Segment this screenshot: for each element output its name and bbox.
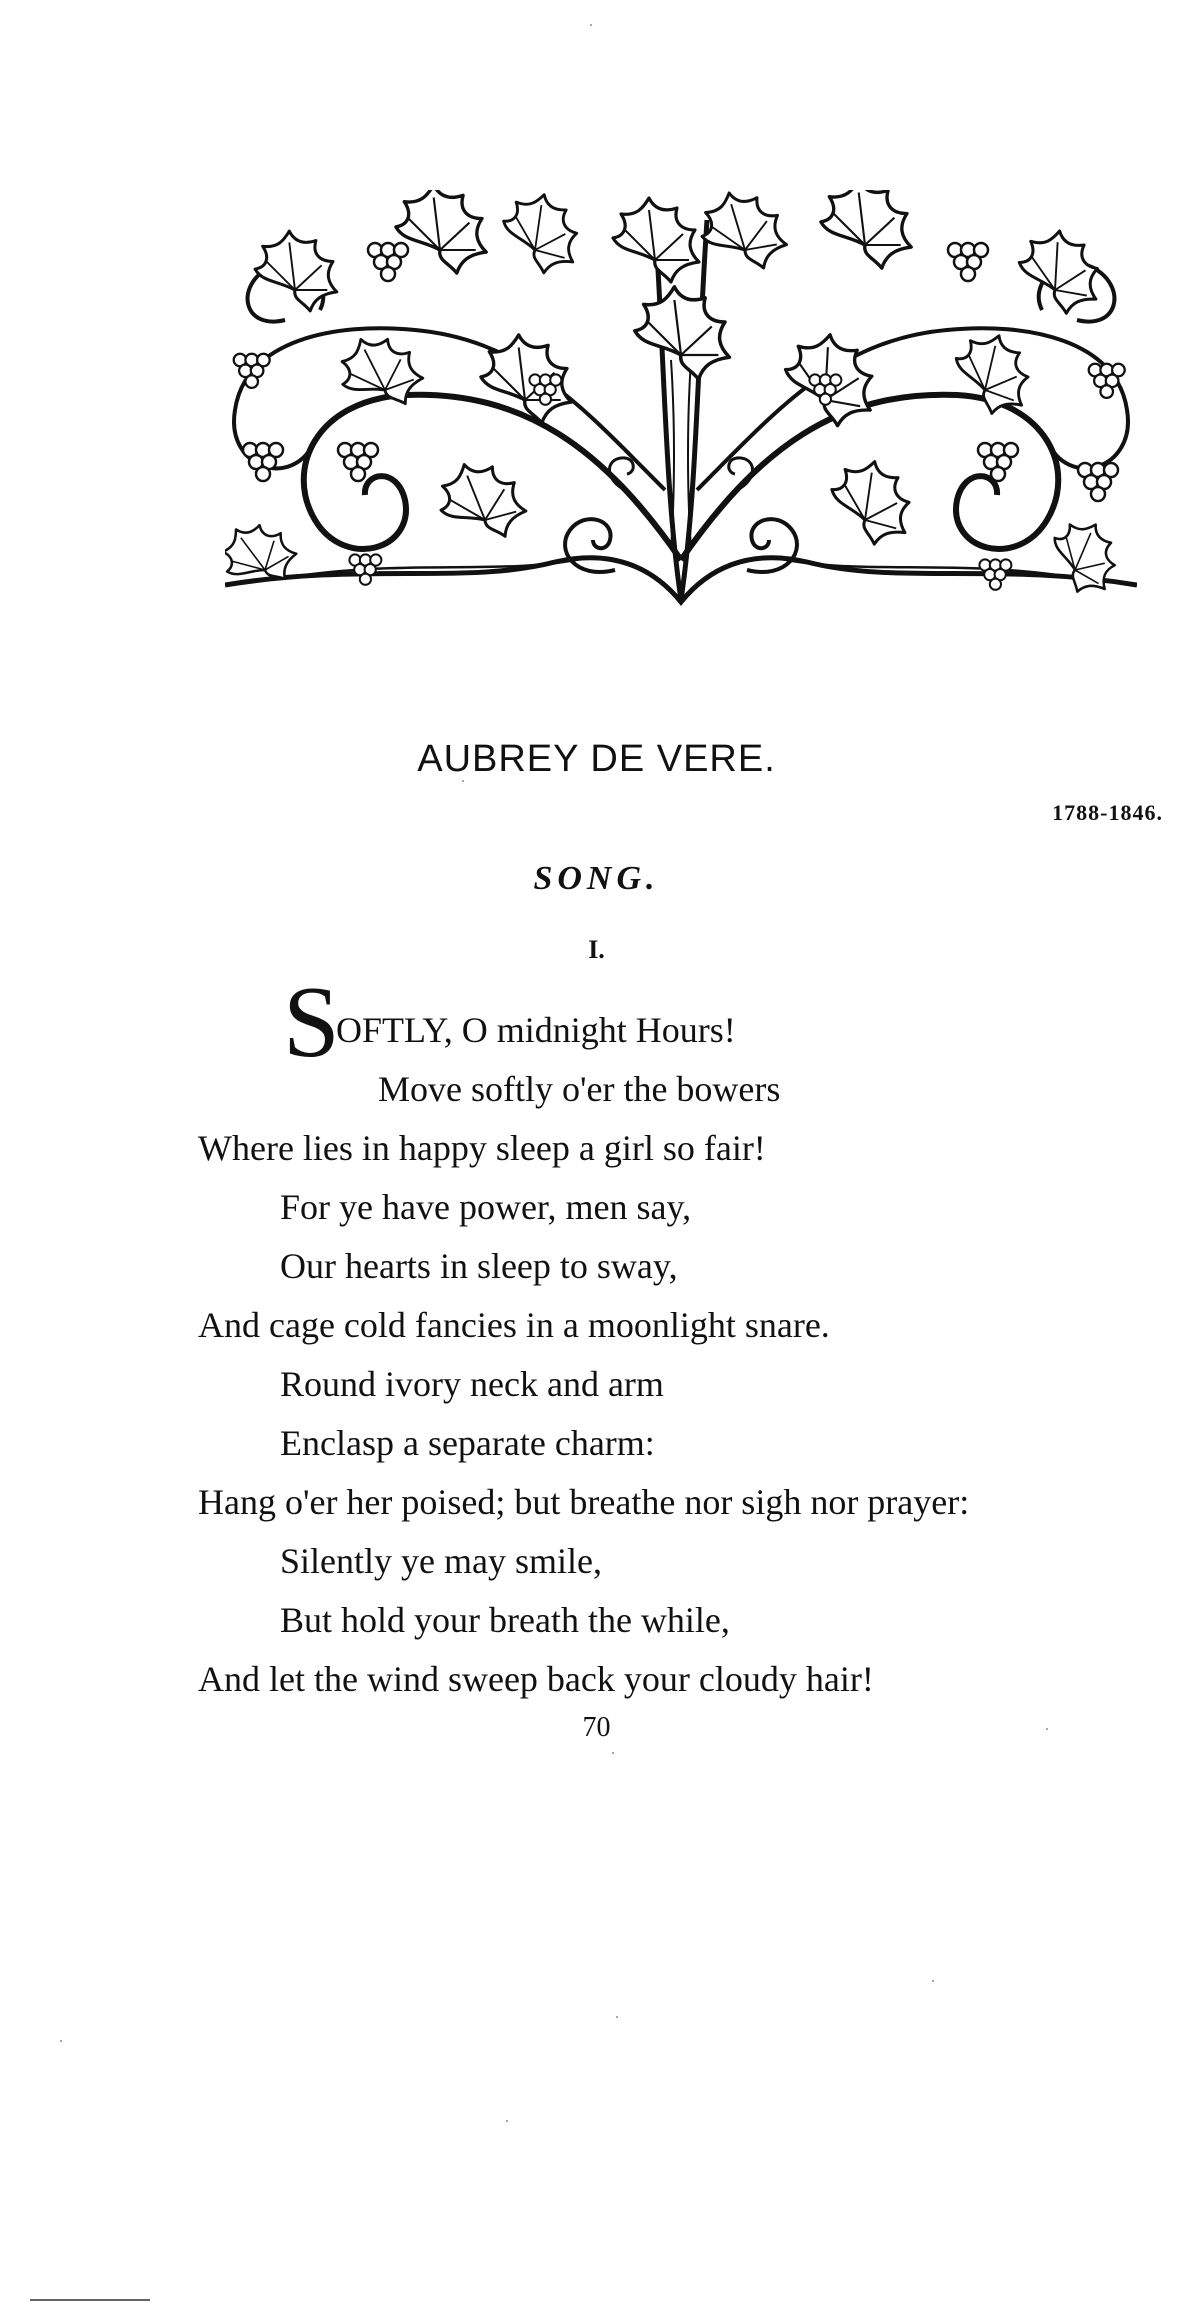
- vine-ornament-headpiece-icon: [225, 190, 1137, 620]
- poem-line: But hold your breath the while,: [280, 1600, 730, 1640]
- scan-speck: [1046, 1728, 1048, 1730]
- poem-line: And let the wind sweep back your cloudy hair!: [198, 1659, 874, 1699]
- scan-speck: [590, 24, 592, 26]
- drop-cap-initial: S: [283, 966, 340, 1079]
- poem-line: Enclasp a separate charm:: [280, 1423, 655, 1463]
- poem-line: For ye have power, men say,: [280, 1187, 692, 1227]
- poem-line: Round ivory neck and arm: [280, 1364, 664, 1404]
- scan-edge-rule: [30, 2299, 150, 2301]
- poem-line: Where lies in happy sleep a girl so fair!: [198, 1128, 766, 1168]
- author-dates: 1788-1846.: [1052, 800, 1163, 825]
- scan-speck: [616, 2016, 618, 2018]
- poem-line: Hang o'er her poised; but breathe nor sigh nor prayer:: [198, 1482, 970, 1522]
- poem-line: Silently ye may smile,: [280, 1541, 602, 1581]
- poem-line: Move softly o'er the bowers: [378, 1069, 781, 1109]
- scan-speck: [932, 1980, 934, 1982]
- poem-line: OFTLY, O midnight Hours!: [336, 1010, 736, 1050]
- author-heading: AUBREY DE VERE.: [417, 738, 776, 780]
- scan-speck: [60, 2040, 62, 2042]
- scan-speck: [462, 780, 464, 782]
- scan-speck: [612, 1752, 614, 1754]
- poem-line: Our hearts in sleep to sway,: [280, 1246, 678, 1286]
- poem-line: And cage cold fancies in a moonlight snare.: [198, 1305, 830, 1345]
- stanza-number: I.: [588, 935, 605, 964]
- page-number: 70: [582, 1712, 611, 1743]
- scan-speck: [506, 2120, 508, 2122]
- poem-title: SONG.: [533, 860, 660, 897]
